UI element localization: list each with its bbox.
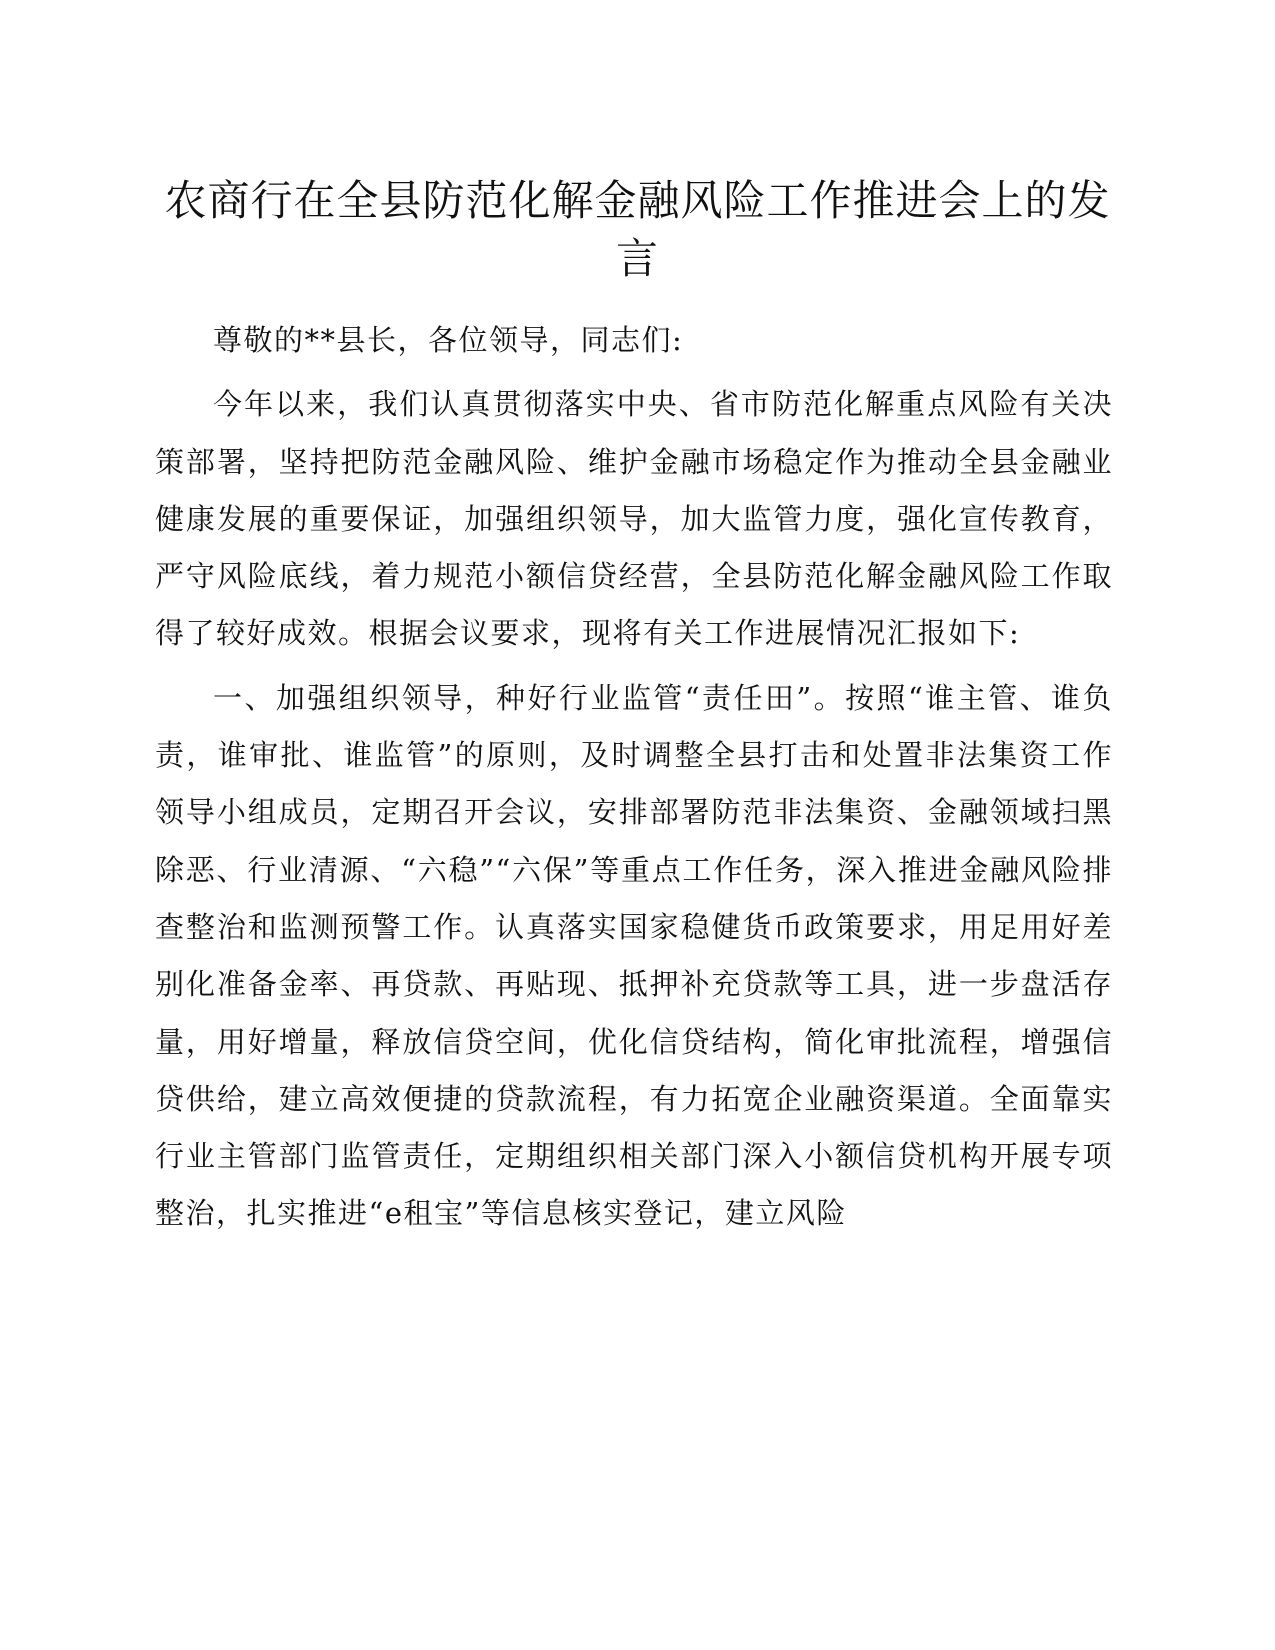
greeting-line: 尊敬的**县长，各位领导，同志们:: [213, 323, 684, 357]
document-body: [155, 312, 1113, 1243]
paragraph-intro: 今年以来，我们认真贯彻落实中央、省市防范化解重点风险有关决策部署，坚持把防范金融风险、维护金融市场稳定作为推动全县金融业健康发展的重要保证，加强组织领导，加大监管力度，强化宣传教育，严守风险底线，着力规范小额信贷经营，全县防范化解金融风险工作取得了较好成效。根据会议要求，现将有关工作进展情况汇报如下:: [155, 387, 1113, 651]
paragraph-section-one: 一、加强组织领导，种好行业监管“责任田”。按照“谁主管、谁负责，谁审批、谁监管”的原则，及时调整全县打击和处置非法集资工作领导小组成员，定期召开会议，安排部署防范非法集资、金融领域扫黑除恶、行业清源、“六稳”“六保”等重点工作任务，深入推进金融风险排查整治和监测预警工作。认真落实国家稳健货币政策要求，用足用好差别化准备金率、再贷款、再贴现、抵押补充贷款等工具，进一步盘活存量，用好增量，释放信贷空间，优化信贷结构，简化审批流程，增强信贷供给，建立高效便捷的贷款流程，有力拓宽企业融资渠道。全面靠实行业主管部门监管责任，定期组织相关部门深入小额信贷机构开展专项整治，扎实推进“e租宝”等信息核实登记，建立风险: [155, 680, 1113, 1231]
document-title: 农商行在全县防范化解金融风险工作推进会上的发言: [164, 176, 1111, 283]
